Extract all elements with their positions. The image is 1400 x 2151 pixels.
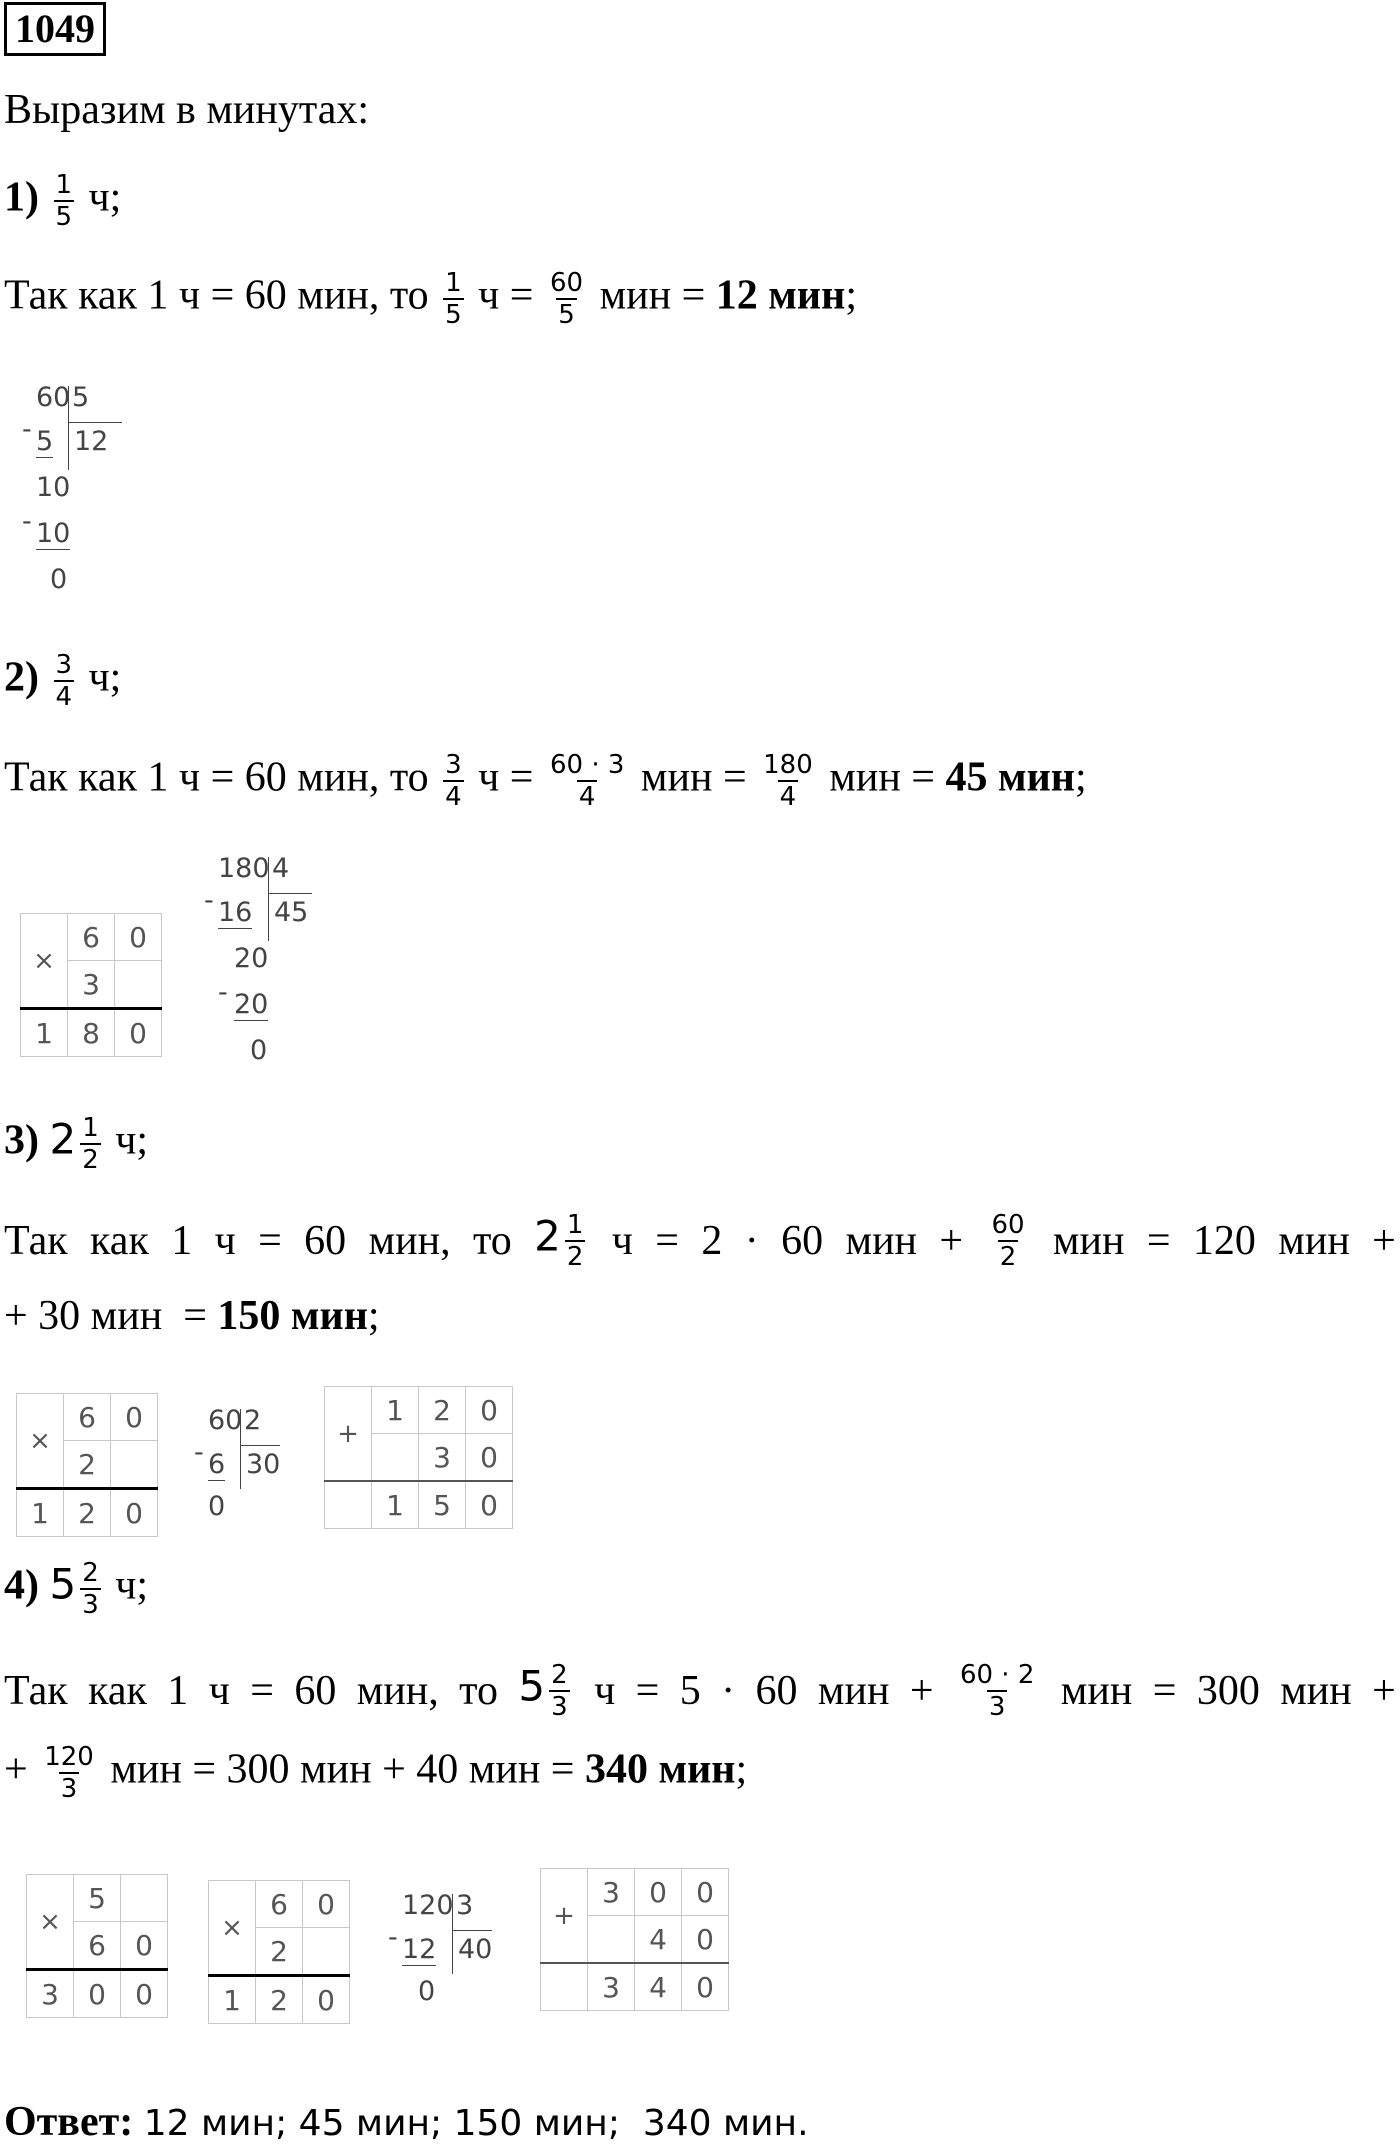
part-3-solution-line-1: Так как 1 ч = 60 мин, то 2 $\frac{1}{2}$ ч = 2 · 60 мин + $\frac{60}{2}$ мин = 120 мин + (4, 1210, 1396, 1272)
intro-text: Выразим в минутах: (4, 87, 370, 133)
part-4-solution-line-2: + $\frac{120}{3}$ мин = 300 мин + 40 мин = 340 мин; (4, 1742, 748, 1804)
multiplication-grid-2: × 6 0 3 1 8 0 (20, 913, 162, 1057)
part-3-solution-line-2: + 30 мин = 150 мин; (4, 1293, 380, 1339)
fraction: $\frac{1}{5}$ (55, 170, 73, 232)
problem-number: 1049 (4, 2, 106, 56)
part-4-heading: 4) 5 $\frac{2}{3}$ ч; (4, 1558, 149, 1620)
part-2-solution: Так как 1 ч = 60 мин, то $\frac{3}{4}$ ч = $\frac{60 \cdot 3}{4}$ мин = $\frac{180}{4}$ мин = 45 мин; (4, 750, 1087, 812)
part-1-heading: 1) $\frac{1}{5}$ ч; (4, 170, 122, 232)
part-1-solution: Так как 1 ч = 60 мин, то $\frac{1}{5}$ ч = $\frac{60}{5}$ мин = 12 мин; (4, 268, 857, 330)
long-division-2: 180 4 45 - 16 20 - 20 0 (204, 853, 344, 1063)
long-division-3: 60 2 30 - 6 0 (194, 1405, 281, 1522)
part-2-heading: 2) $\frac{3}{4}$ ч; (4, 650, 122, 712)
long-division-1: 60 5 12 - 5 10 - 10 0 (22, 382, 142, 592)
multiplication-grid-3: × 6 0 2 1 2 0 (16, 1393, 158, 1537)
multiplication-grid-4a: × 5 6 0 3 0 0 (26, 1874, 168, 2018)
part-4-solution-line-1: Так как 1 ч = 60 мин, то 5 $\frac{2}{3}$ ч = 5 · 60 мин + $\frac{60 \cdot 2}{3}$ мин = 300 мин + (4, 1660, 1396, 1722)
long-division-4: 120 3 40 - 12 0 (388, 1890, 493, 2007)
answer: Ответ: 12 мин; 45 мин; 150 мин; 340 мин. (4, 2099, 809, 2145)
addition-grid-4: + 3 0 0 4 0 3 4 0 (540, 1868, 729, 2011)
part-3-heading: 3) 2 $\frac{1}{2}$ ч; (4, 1113, 149, 1175)
addition-grid-3: + 1 2 0 3 0 1 5 0 (324, 1386, 513, 1529)
multiplication-grid-4b: × 6 0 2 1 2 0 (208, 1880, 350, 2024)
